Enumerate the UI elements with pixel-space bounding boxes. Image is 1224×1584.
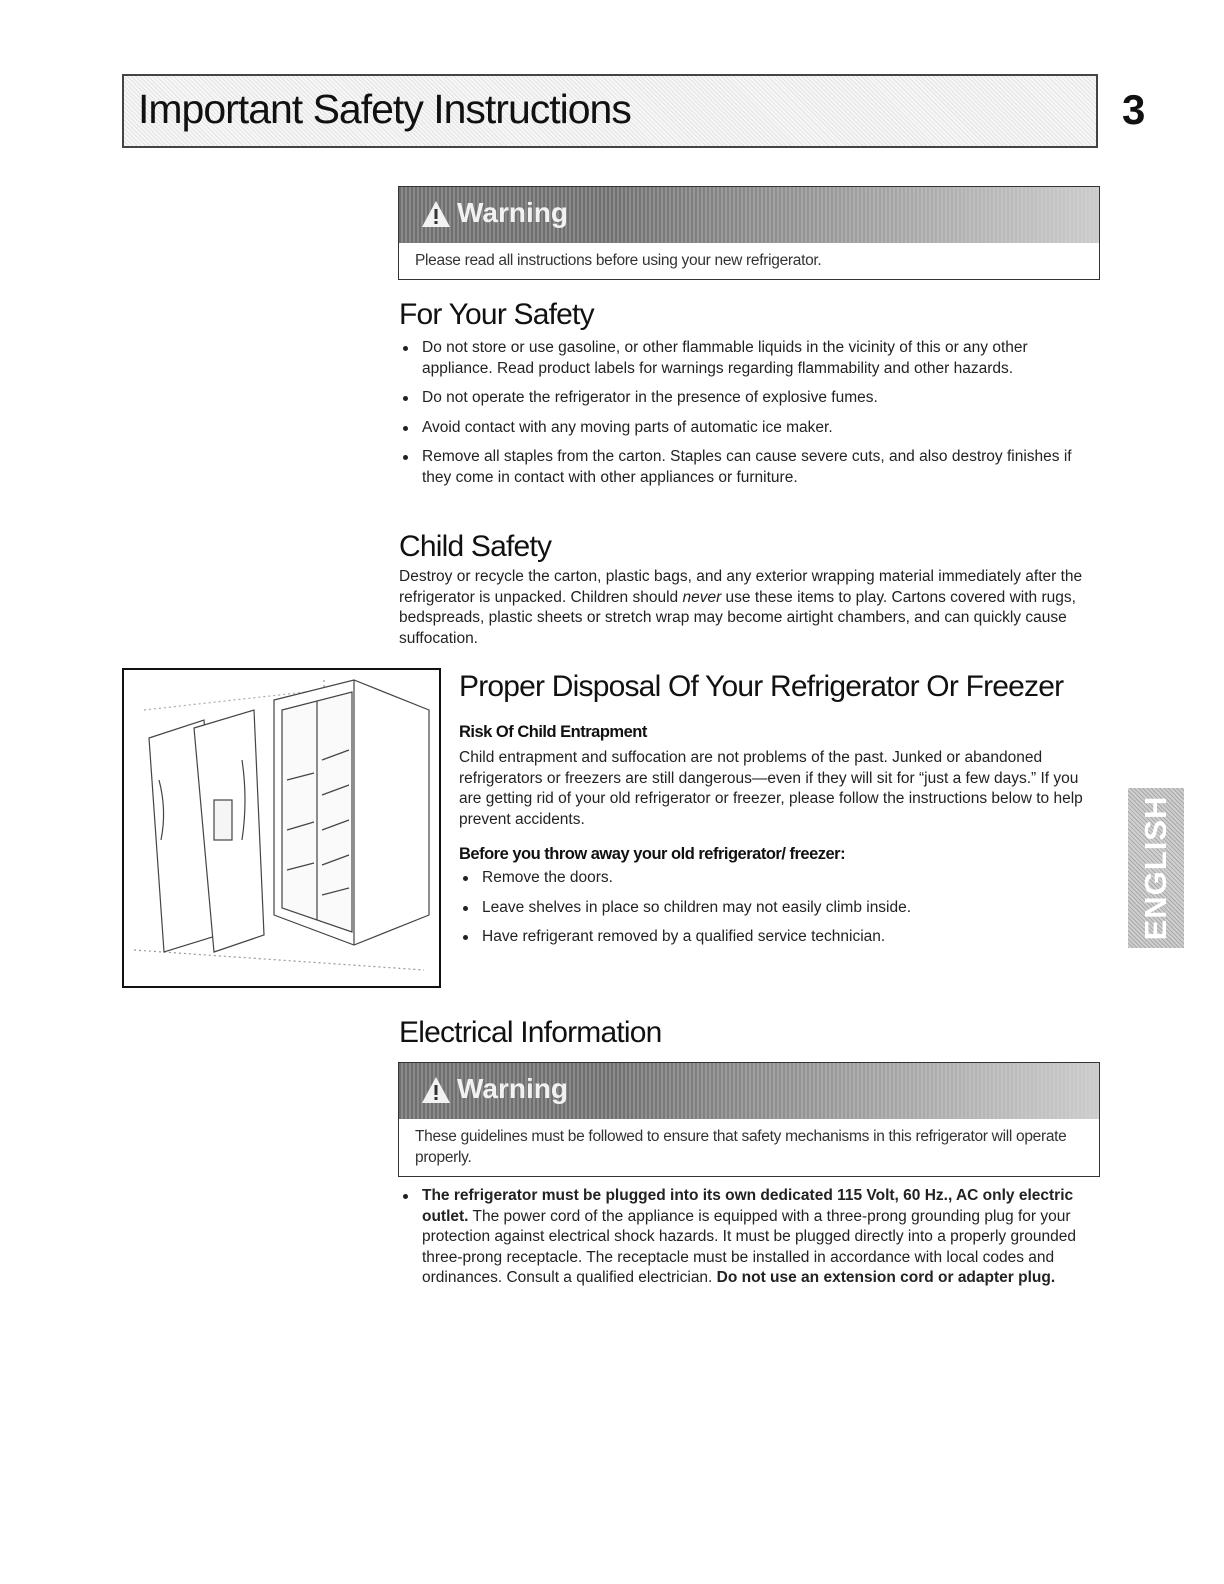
child-safety-emphasis: never	[682, 588, 722, 606]
warning-label: Warning	[457, 197, 568, 228]
section-title-for-your-safety: For Your Safety	[399, 298, 594, 331]
warning-label: Warning	[457, 1073, 568, 1104]
section-title-disposal: Proper Disposal Of Your Refrigerator Or Freezer	[459, 670, 1064, 703]
warning-text: These guidelines must be followed to ensure that safety mechanisms in this refrigerator will operate properly.	[415, 1128, 1067, 1166]
header-bar	[122, 74, 1098, 148]
electrical-bold-2: Do not use an extension cord or adapter plug.	[716, 1269, 1056, 1286]
electrical-bullet-list	[399, 1186, 1099, 1298]
warning-triangle-icon	[421, 200, 451, 228]
before-heading: Before you throw away your old refrigerator/ freezer:	[459, 845, 846, 863]
list-item: Have refrigerant removed by a qualified service technician.	[459, 927, 1099, 948]
list-item: Do not store or use gasoline, or other flammable liquids in the vicinity of this or any other appliance. Read product labels for warnings regarding flammability and other hazards.	[399, 338, 1099, 379]
child-safety-paragraph	[399, 567, 1099, 649]
refrigerator-illustration	[122, 668, 441, 988]
risk-heading: Risk Of Child Entrapment	[459, 723, 647, 741]
page-title: Important Safety Instructions	[138, 86, 631, 132]
child-safety-text-2: use these items to play. Cartons covered with rugs, bedspreads, plastic sheets or stretch wrap may become airtight chambers, and can quickly cause suffocation.	[399, 588, 1076, 647]
list-item: Avoid contact with any moving parts of automatic ice maker.	[399, 418, 1099, 439]
warning-box	[398, 186, 1100, 280]
list-item: Do not operate the refrigerator in the presence of explosive fumes.	[399, 388, 1099, 409]
refrigerator-drawing-icon	[124, 670, 439, 986]
electrical-bold-1: The refrigerator must be plugged into its own dedicated 115 Volt, 60 Hz., AC only electric outlet.	[422, 1187, 1074, 1225]
list-item: Remove the doors.	[459, 868, 1099, 889]
warning-header	[399, 187, 1099, 243]
language-tab-label: ENGLISH	[1138, 795, 1173, 941]
electrical-text: The power cord of the appliance is equipped with a three-prong grounding plug for your protection against electrical shock hazards. It must be plugged directly into a properly grounded three-prong receptacle. The receptacle must be installed in accordance with local codes and ordinances. Consult a qualified electrician.	[422, 1207, 1076, 1286]
page-number: 3	[1122, 86, 1146, 133]
section-title-electrical: Electrical Information	[399, 1016, 662, 1049]
child-safety-text-1: Destroy or recycle the carton, plastic bags, and any exterior wrapping material immediately after the refrigerator is unpacked. Children should	[399, 568, 1083, 606]
section-title-child-safety: Child Safety	[399, 530, 552, 563]
language-tab	[1128, 788, 1184, 948]
list-item: Remove all staples from the carton. Staples can cause severe cuts, and also destroy finishes if they come in contact with other appliances or furniture.	[399, 447, 1099, 488]
warning-header	[399, 1063, 1099, 1119]
warning-box-electrical	[398, 1062, 1100, 1177]
safety-bullet-list	[399, 338, 1099, 497]
warning-text: Please read all instructions before using your new refrigerator.	[415, 252, 822, 269]
disposal-bullet-list	[459, 868, 1099, 957]
list-item	[399, 1186, 1099, 1289]
risk-paragraph: Child entrapment and suffocation are not problems of the past. Junked or abandoned refrigerators or freezers are still dangerous—even if they will sit for “just a few days.” If you are getting rid of your old refrigerator or freezer, please follow the instructions below to help prevent accidents.	[459, 749, 1083, 828]
list-item: Leave shelves in place so children may not easily climb inside.	[459, 898, 1099, 919]
warning-triangle-icon	[421, 1076, 451, 1104]
